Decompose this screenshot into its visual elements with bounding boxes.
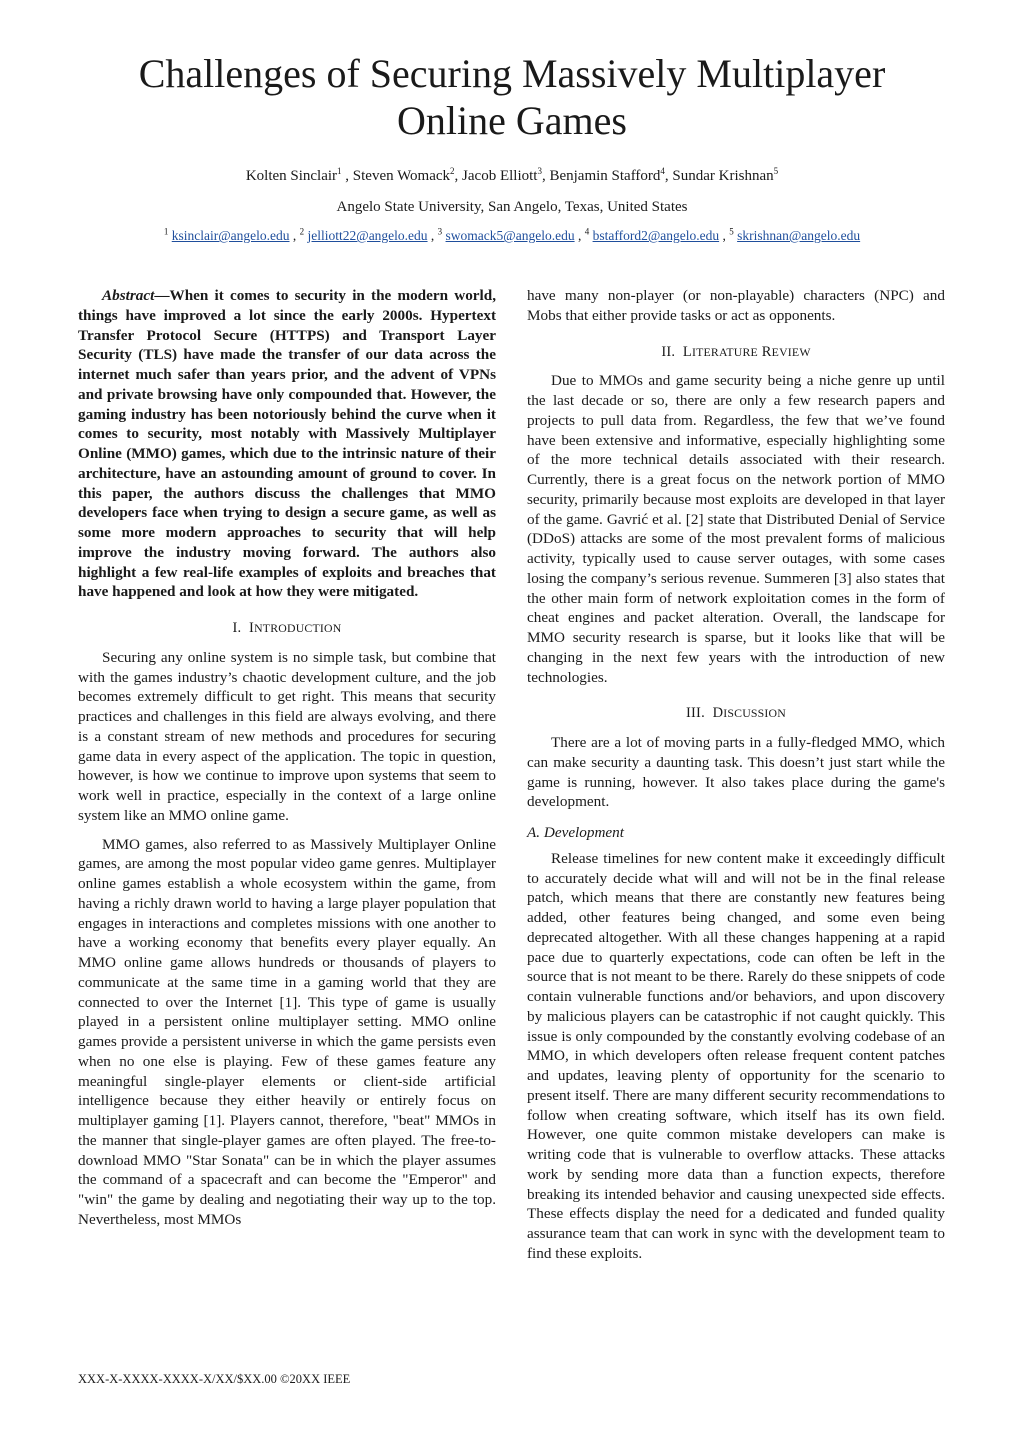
author-name: Sundar Krishnan bbox=[672, 168, 774, 184]
intro-paragraph-2: MMO games, also referred to as Massively Multiplayer Online games, are among the most popular video game genres. Multiplayer online games establish a whole ecosystem within the game, from having a richly drawn world to having a large player population that engages in interactions and completes missions with one another to have a working economy that benefits every player equally. An MMO online game allows hundreds or thousands of players to communicate at the same time in a gaming world that they are connected to over the Internet [1]. This type of game is usually played in a persistent online multiplayer setting. MMO online games provide a persistent universe in which the game persists even when no one else is playing. Few of these games feature any meaningful single-player elements or client-side artificial intelligence because they either heavily or entirely focus on multiplayer gaming [1]. Players cannot, therefore, "beat" MMOs in the manner that single-player games are often played. The free-to-download MMO "Star Sonata" can be in which the player assumes the command of a spacecraft and can become the "Emperor" and "win" the game by dealing and negotiating their way up to the top. Nevertheless, most MMOs bbox=[78, 835, 496, 1228]
author-sup: 1 bbox=[337, 166, 342, 176]
left-column bbox=[78, 286, 496, 1230]
author-name: Steven Womack bbox=[352, 168, 451, 184]
email-link[interactable]: ksinclair@angelo.edu bbox=[171, 228, 290, 243]
right-column bbox=[527, 286, 945, 1264]
email-sup: 2 bbox=[299, 226, 305, 237]
email-link[interactable]: skrishnan@angelo.edu bbox=[737, 228, 861, 243]
section-heading-discussion: III. DISCUSSION bbox=[685, 705, 787, 722]
abstract-label: Abstract bbox=[102, 287, 155, 304]
intro-paragraph-1: Securing any online system is no simple task, but combine that with the games industry’s chaotic development culture, and the job becomes extremely difficult to get right. This means that security practices and challenges in this field are always evolving, and there is a constant stream of new methods and procedures for securing game data in every aspect of the application. The topic in question, however, is how we continue to improve upon systems that seem to work well in practice, especially in the context of a large online system like an MMO online game. bbox=[78, 648, 496, 824]
email-link[interactable]: bstafford2@angelo.edu bbox=[592, 228, 720, 243]
literature-paragraph: Due to MMOs and game security being a niche genre up until the last decade or so, there are only a few research papers and projects to pull data from. Regardless, the few that we’ve found have been extensive and informative, especially highlighting some of the more technical details associated with their research. Currently, there is a great focus on the network portion of MMO security, primarily because most exploits are developed in that layer of the game. Gavrić et al. [2] state that Distributed Denial of Service (DDoS) attacks are some of the most prevalent forms of malicious activity, typically used to cause server outages, with some cases losing the company’s serious revenue. Summeren [3] also states that the other main form of network exploitation comes in the form of cheat engines and packet alteration. Overall, the landscape for MMO security research is sparse, but it looks like that will be changing in the next few years with the introduction of new technologies. bbox=[527, 372, 945, 686]
affiliation: Angelo State University, San Angelo, Texas, United States bbox=[336, 199, 688, 215]
email-sup: 5 bbox=[729, 226, 734, 237]
author-name: Kolten Sinclair bbox=[245, 168, 338, 184]
intro-paragraph-2-continued: have many non-player (or non-playable) characters (NPC) and Mobs that either provide tasks or act as opponents. bbox=[527, 287, 945, 324]
copyright-footer: XXX-X-XXXX-XXXX-X/XX/$XX.00 ©20XX IEEE bbox=[78, 1372, 351, 1386]
email-list: $^1$ ksinclair@angelo.edu , $^2$ jelliott22@angelo.edu , $^3$ swomack5@angelo.edu , $^4$ bstafford2@angelo.edu , $^5$ skrishnan@angelo.edu bbox=[163, 226, 861, 243]
subsection-heading-development: A. Development bbox=[527, 824, 624, 841]
author-sup: 5 bbox=[773, 166, 779, 176]
paper-title: Challenges of Securing Massively Multiplayer Online Games bbox=[138, 51, 886, 143]
abstract bbox=[78, 286, 496, 602]
development-paragraph: Release timelines for new content make it exceedingly difficult to accurately decide what will and will not be in the final release patch, which means that there are constantly new features being added, other features being changed, and some even being deprecated altogether. With all these changes happening at a rapid pace due to quarterly expectations, code can often be left in the source that is not meant to be there. Rarely do these snippets of code contain vulnerable functions and/or behaviors, and upon discovery by malicious players can be catastrophic if not caught quickly. This issue is only compounded by the constantly evolving codebase of an MMO, in which developers often release frequent content patches and updates, leaving plenty of opportunity for the scenario to present itself. There are many different security recommendations to follow when creating software, which itself has its own field. However, one quite common mistake developers can make is writing code that is vulnerable to overflow attacks. These attacks work by sending more data than a function expects, therefore breaking its intended behavior and causing unexpected side effects. These effects display the need for a dedicated and funded quality assurance team that can work in sync with the development team to find these exploits. bbox=[527, 849, 945, 1262]
author-sup: 2 bbox=[450, 166, 455, 176]
author-name: Benjamin Stafford bbox=[549, 168, 661, 184]
email-sup: 1 bbox=[163, 226, 169, 237]
email-sup: 3 bbox=[437, 226, 443, 237]
author-sup: 4 bbox=[660, 166, 665, 176]
author-name: Jacob Elliott bbox=[462, 168, 538, 184]
author-list: Kolten Sinclair$^1$ , Steven Womack$^2$, Jacob Elliott$^3$, Benjamin Stafford$^4$, Sundar Krishnan$^5$ bbox=[245, 166, 779, 184]
author-sup: 3 bbox=[537, 166, 542, 176]
section-heading-literature-review: II. LITERATURE REVIEW bbox=[661, 343, 811, 360]
discussion-paragraph-1: There are a lot of moving parts in a fully-fledged MMO, which can make security a daunting task. This doesn’t just start while the game is running, however. It also takes place during the game's development. bbox=[527, 734, 945, 811]
email-sup: 4 bbox=[584, 226, 590, 237]
section-heading-introduction: I. INTRODUCTION bbox=[232, 620, 342, 636]
abstract-text: —When it comes to security in the modern world, things have improved a lot since the early 2000s. Hypertext Transfer Protocol Secure (HTTPS) and Transport Layer Security (TLS) have made the transfer of our data across the internet much safer than years prior, and the advent of VPNs and private browsing have only compounded that. However, the gaming industry has been notoriously behind the curve when it comes to security, most notably with Massively Multiplayer Online (MMO) games, which due to the intrinsic nature of their architecture, have an astounding amount of ground to cover. In this paper, the authors discuss the challenges that MMO developers face when trying to design a secure game, as well as some more modern approaches to security that will help improve the industry moving forward. The authors also highlight a few real-life examples of exploits and breaches that have happened and look at how they were mitigated. bbox=[78, 287, 496, 601]
email-link[interactable]: jelliott22@angelo.edu bbox=[307, 228, 428, 243]
email-link[interactable]: swomack5@angelo.edu bbox=[445, 228, 575, 243]
